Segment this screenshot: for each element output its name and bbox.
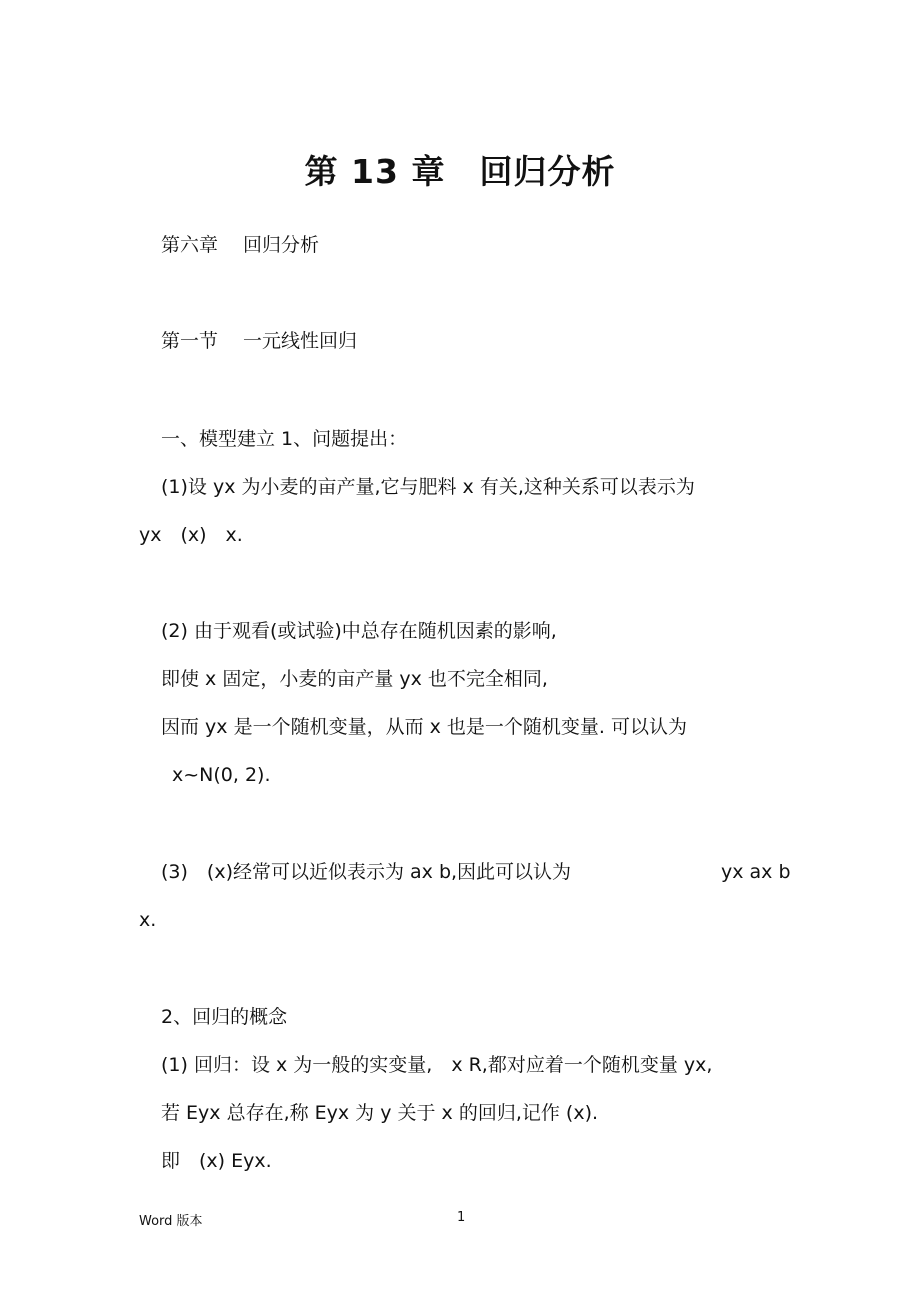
paragraph-line-right: yx ax b: [721, 861, 791, 883]
document-title: 第 13 章 回归分析: [304, 152, 616, 191]
paragraph-line: (2) 由于观看(或试验)中总存在随机因素的影响,: [161, 620, 557, 642]
paragraph-line: yx (x) x.: [139, 524, 243, 546]
chapter-heading: 第六章 回归分析: [161, 234, 320, 256]
paragraph-line: (1)设 yx 为小麦的亩产量,它与肥料 x 有关,这种关系可以表示为: [161, 476, 695, 498]
paragraph-line: (1) 回归：设 x 为一般的实变量, x R,都对应着一个随机变量 yx,: [161, 1054, 713, 1076]
paragraph-line: (3) (x)经常可以近似表示为 ax b,因此可以认为: [161, 861, 572, 883]
paragraph-line: 若 Eyx 总存在,称 Eyx 为 y 关于 x 的回归,记作 (x).: [161, 1102, 599, 1124]
paragraph-line: x~N(0, 2).: [172, 764, 271, 786]
paragraph-line: 即使 x 固定，小麦的亩产量 yx 也不完全相同,: [161, 668, 548, 690]
page-number: 1: [457, 1210, 466, 1225]
paragraph-line: 即 (x) Eyx.: [161, 1150, 272, 1172]
paragraph-line: x.: [139, 909, 157, 931]
subsection-heading-model: 一、模型建立 1、问题提出：: [161, 428, 408, 450]
paragraph-line: 因而 yx 是一个随机变量，从而 x 也是一个随机变量. 可以认为: [161, 716, 687, 738]
footer-version-label: Word 版本: [139, 1214, 203, 1229]
subsection-heading-regression: 2、回归的概念: [161, 1006, 288, 1028]
section-heading: 第一节 一元线性回归: [161, 330, 358, 352]
